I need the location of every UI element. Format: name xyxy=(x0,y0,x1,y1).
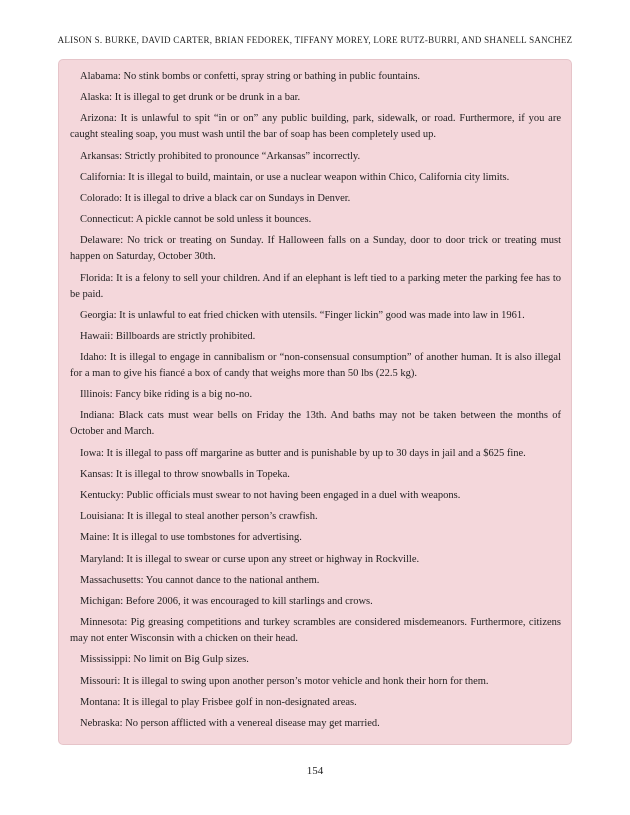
state-laws-callout-box xyxy=(58,59,572,745)
law-entry-michigan: Michigan: Before 2006, it was encouraged to kill starlings and crows. xyxy=(80,595,373,607)
law-entry-florida: Florida: It is a felony to sell your children. And if an elephant is left tied to a parking meter the parking fee has to be paid. xyxy=(70,272,561,300)
law-entry-maryland: Maryland: It is illegal to swear or curse upon any street or highway in Rockville. xyxy=(80,553,420,565)
law-entry-idaho: Idaho: It is illegal to engage in cannibalism or “non-consensual consumption” of another human. It is also illegal for a man to give his fiancé a box of candy that weighs more than 50 lbs (22.5 kg). xyxy=(70,352,561,380)
running-header: ALISON S. BURKE, DAVID CARTER, BRIAN FEDOREK, TIFFANY MOREY, LORE RUTZ-BURRI, AND SHANELL SANCHEZ xyxy=(57,35,573,45)
law-entry-iowa: Iowa: It is illegal to pass off margarine as butter and is punishable by up to 30 days in jail and a $625 fine. xyxy=(80,447,526,459)
law-entry-hawaii: Hawaii: Billboards are strictly prohibited. xyxy=(80,330,256,342)
law-entry-missouri: Missouri: It is illegal to swing upon another person’s motor vehicle and honk their horn for them. xyxy=(80,675,489,687)
law-entry-indiana: Indiana: Black cats must wear bells on Friday the 13th. And baths may not be taken between the months of October and March. xyxy=(70,410,561,438)
law-entry-alabama: Alabama: No stink bombs or confetti, spray string or bathing in public fountains. xyxy=(80,71,421,82)
law-entry-arizona: Arizona: It is unlawful to spit “in or on” any public building, park, sidewalk, or road. Furthermore, if you are caught stealing soap, you must wash until the bar of soap has been completely used up. xyxy=(70,113,561,141)
law-entry-georgia: Georgia: It is unlawful to eat fried chicken with utensils. “Finger lickin” good was made into law in 1961. xyxy=(80,309,525,321)
page-number: 154 xyxy=(306,765,324,777)
law-entry-illinois: Illinois: Fancy bike riding is a big no-no. xyxy=(80,389,253,401)
law-entry-kentucky: Kentucky: Public officials must swear to not having been engaged in a duel with weapons. xyxy=(80,490,461,501)
law-entry-delaware: Delaware: No trick or treating on Sunday. If Halloween falls on a Sunday, door to door trick or treating must happen on Saturday, October 30th. xyxy=(70,235,561,263)
law-entry-colorado: Colorado: It is illegal to drive a black car on Sundays in Denver. xyxy=(80,192,351,204)
law-entry-maine: Maine: It is illegal to use tombstones for advertising. xyxy=(80,532,302,544)
law-entry-california: California: It is illegal to build, maintain, or use a nuclear weapon within Chico, California city limits. xyxy=(80,171,510,183)
law-entry-kansas: Kansas: It is illegal to throw snowballs in Topeka. xyxy=(80,468,290,480)
law-entry-louisiana: Louisiana: It is illegal to steal another person’s crawfish. xyxy=(80,511,318,523)
law-entry-montana: Montana: It is illegal to play Frisbee golf in non-designated areas. xyxy=(80,696,357,708)
law-entry-minnesota: Minnesota: Pig greasing competitions and turkey scrambles are considered misdemeanors. Furthermore, citizens may not enter Wisconsin with a chicken on their head. xyxy=(70,617,561,645)
law-entry-connecticut: Connecticut: A pickle cannot be sold unless it bounces. xyxy=(80,214,312,226)
law-entry-massachusetts: Massachusetts: You cannot dance to the national anthem. xyxy=(80,574,320,586)
law-entry-alaska: Alaska: It is illegal to get drunk or be drunk in a bar. xyxy=(80,92,301,104)
law-entry-nebraska: Nebraska: No person afflicted with a venereal disease may get married. xyxy=(80,717,380,729)
law-entry-arkansas: Arkansas: Strictly prohibited to pronounce “Arkansas” incorrectly. xyxy=(80,150,361,162)
law-entry-mississippi: Mississippi: No limit on Big Gulp sizes. xyxy=(80,654,249,666)
